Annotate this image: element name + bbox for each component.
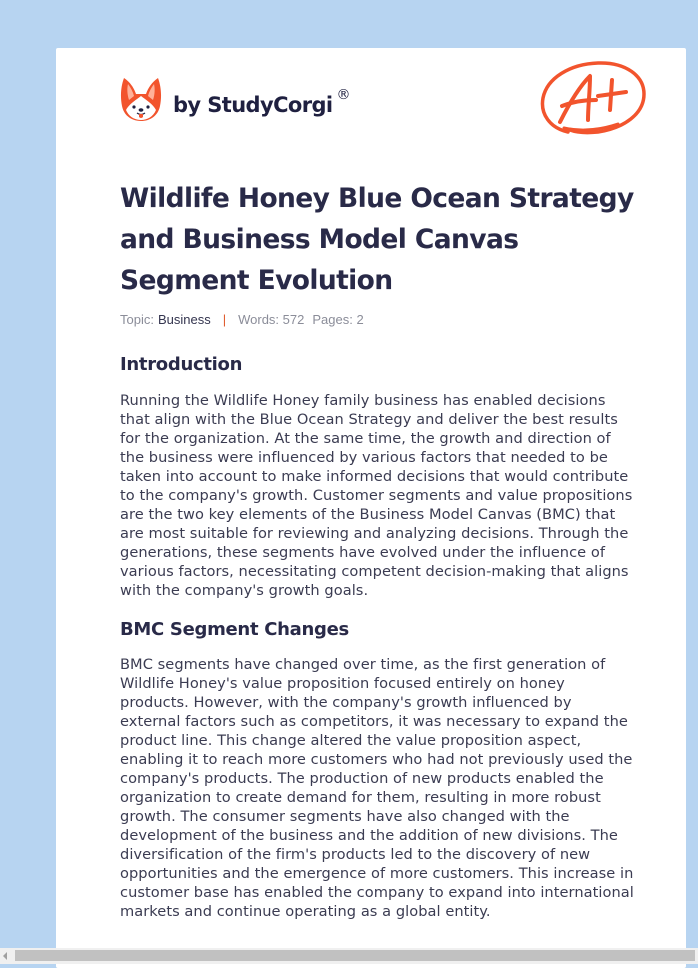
corgi-logo-icon [120,76,162,122]
scroll-left-arrow-icon[interactable] [3,952,7,960]
grade-a-plus-icon [538,58,648,140]
section-heading-introduction: Introduction [120,354,243,375]
section-heading-bmc-segment-changes: BMC Segment Changes [120,619,349,640]
brand-logo[interactable] [120,76,351,122]
document-page [56,48,686,968]
page-count: Pages: 2 [312,312,364,327]
topic-link[interactable]: Business [157,312,211,327]
horizontal-scrollbar[interactable] [0,948,698,964]
section-body-introduction: Running the Wildlife Honey family business has enabled decisions that align with the Blue Ocean Strategy and deliver the best results for the organization. At the same time, the growth and direction of the business were influenced by various factors that needed to be taken into account to make informed decisions that would contribute to the company's growth. Customer segments and value propositions are the two key elements of the Business Model Canvas (BMC) that are most suitable for reviewing and analyzing decisions. Through the generations, these segments have evolved under the influence of various factors, necessitating competent decision-making that aligns with the company's growth goals. [120,392,633,599]
document-title: Wildlife Honey Blue Ocean Strategy and Business Model Canvas Segment Evolution [120,183,634,296]
registered-mark: ® [336,87,351,103]
section-body-bmc-segment-changes: BMC segments have changed over time, as the first generation of Wildlife Honey's value proposition focused entirely on honey products. However, with the company's growth influenced by external factors such as competitors, it was necessary to expand the product line. This change altered the value proposition aspect, enabling it to reach more customers who had not previously used the company's products. The production of new products enabled the organization to create demand for them, resulting in more robust growth. The consumer segments have also changed with the development of the business and the addition of new divisions. The diversification of the firm's products led to the discovery of new opportunities and the emergence of more customers. This increase in customer base has enabled the company to expand into international markets and continue operating as a global entity. [120,656,634,920]
word-count: Words: 572 [238,312,305,327]
brand-name: by StudyCorgi [173,93,333,117]
topic-label: Topic: [120,312,154,327]
meta-separator: | [222,312,227,327]
document-meta [120,312,364,327]
scrollbar-thumb[interactable] [15,950,695,961]
